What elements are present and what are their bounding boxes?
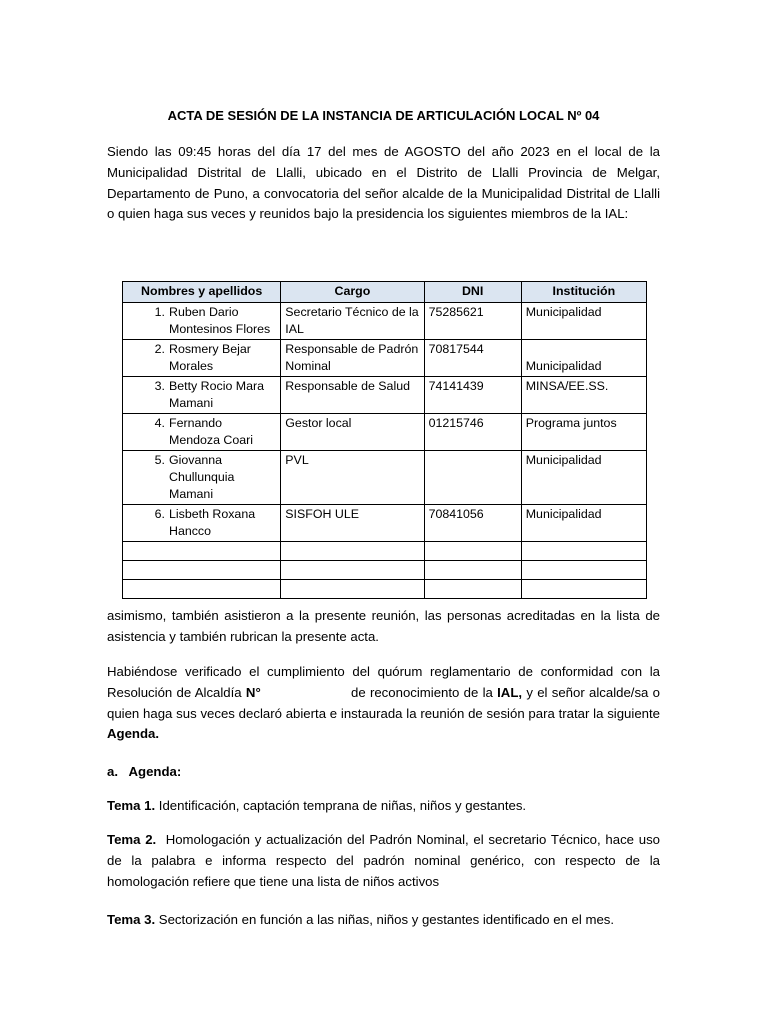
row-number: 6. (154, 507, 165, 521)
tema-2 (107, 830, 664, 892)
institucion-cell: Municipalidad (521, 303, 646, 340)
dni-cell (424, 451, 521, 505)
intro-paragraph: Siendo las 09:45 horas del día 17 del mes de AGOSTO del año 2023 en el local de la Municipalidad Distrital de Llalli, ubicado en el Distrito de Llalli Provincia de Melgar, Departamento de Puno, a convocatoria del señor alcalde de la Municipalidad Distrital de Llalli o quien haga sus veces y reunidos bajo la presidencia los siguientes miembros de la IAL: (107, 144, 660, 222)
header-institucion: Institución (521, 282, 646, 303)
tema-3 (107, 910, 660, 931)
table-row-empty (123, 580, 647, 599)
institucion-cell: Municipalidad (521, 340, 646, 377)
document-title: ACTA DE SESIÓN DE LA INSTANCIA DE ARTICULACIÓN LOCAL Nº 04 (167, 108, 600, 123)
institucion-cell: Municipalidad (521, 451, 646, 505)
tema-1-label: Tema 1. (107, 798, 156, 813)
member-name: Rosmery Bejar Morales (169, 342, 251, 373)
institucion-cell: Programa juntos (521, 414, 646, 451)
tema-3-text: Sectorización en función a las niñas, niños y gestantes identificado en el mes. (155, 912, 615, 927)
name-cell (123, 505, 281, 542)
member-name: Giovanna Chullunquia Mamani (169, 453, 235, 501)
member-name: Betty Rocio Mara Mamani (169, 379, 265, 410)
cargo-cell: Gestor local (281, 414, 424, 451)
header-dni: DNI (424, 282, 521, 303)
dni-cell: 01215746 (424, 414, 521, 451)
name-cell (123, 451, 281, 505)
tema-1-text: Identificación, captación temprana de niñas, niños y gestantes. (155, 798, 527, 813)
dni-cell: 74141439 (424, 377, 521, 414)
table-row-empty (123, 542, 647, 561)
cargo-cell: Responsable de Salud (281, 377, 424, 414)
table-row (123, 377, 647, 414)
header-cargo: Cargo (281, 282, 424, 303)
tema-2-label: Tema 2. (107, 832, 157, 847)
dni-cell: 70817544 (424, 340, 521, 377)
members-table (122, 281, 647, 599)
name-cell (123, 340, 281, 377)
attendance-paragraph: asimismo, también asistieron a la presente reunión, las personas acreditadas en la lista de asistencia y también rubrican la presente acta. (107, 608, 660, 644)
table-row (123, 505, 647, 542)
quorum-text-2: de reconocimiento de la (346, 684, 498, 700)
agenda-heading-text: a. Agenda: (107, 764, 182, 779)
table-row (123, 340, 647, 377)
institucion-cell: Municipalidad (521, 505, 646, 542)
cargo-cell: Responsable de Padrón Nominal (281, 340, 424, 377)
institucion-cell: MINSA/EE.SS. (521, 377, 646, 414)
table-row (123, 303, 647, 340)
row-number: 1. (154, 305, 165, 319)
tema-1 (107, 796, 660, 817)
name-cell (123, 377, 281, 414)
row-number: 3. (154, 379, 165, 393)
tema-2-text: Homologación y actualización del Padrón Nominal, el secretario Técnico, hace uso de la palabra e informa respecto del padrón nominal genérico, con respecto de la homologación refiere que tiene una lista de niños activos (107, 832, 664, 889)
table-header-row (123, 282, 647, 303)
ial-label: IAL, (497, 684, 523, 700)
member-name: Lisbeth Roxana Hancco (169, 507, 256, 538)
tema-3-label: Tema 3. (107, 912, 156, 927)
row-number: 5. (154, 453, 165, 467)
table-row (123, 451, 647, 505)
cargo-cell: SISFOH ULE (281, 505, 424, 542)
quorum-paragraph (107, 662, 660, 745)
row-number: 4. (154, 416, 165, 430)
agenda-heading (107, 762, 660, 783)
cargo-cell: Secretario Técnico de la IAL (281, 303, 424, 340)
table-row-empty (123, 561, 647, 580)
quorum-text-3: y el señor alcalde/sa o quien haga sus veces declaró abierta e instaurada la reunión de sesión para tratar la siguiente (107, 684, 660, 721)
member-name: Ruben Dario Montesinos Flores (169, 305, 271, 336)
name-cell (123, 414, 281, 451)
header-names: Nombres y apellidos (123, 282, 281, 303)
agenda-word: Agenda. (107, 726, 160, 742)
cargo-cell: PVL (281, 451, 424, 505)
resolution-number-label: N° (245, 684, 261, 700)
quorum-text-1: Habiéndose verificado el cumplimiento del quórum reglamentario de conformidad con la Resolución de Alcaldía (107, 664, 660, 700)
name-cell (123, 303, 281, 340)
member-name: Fernando Mendoza Coari (169, 416, 254, 447)
dni-cell: 70841056 (424, 505, 521, 542)
row-number: 2. (154, 342, 165, 356)
table-row (123, 414, 647, 451)
dni-cell: 75285621 (424, 303, 521, 340)
